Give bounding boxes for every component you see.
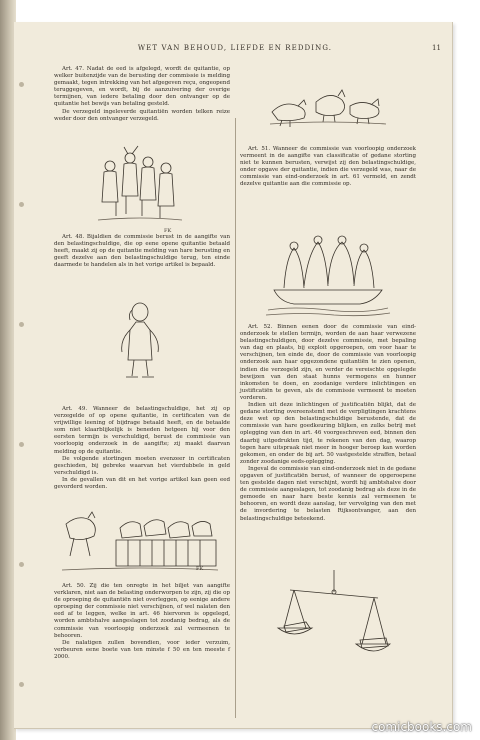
paragraph: De verzegeld ingeleverde quitantiën worden telken reize weder door den ontvanger verzegeld. bbox=[54, 108, 230, 122]
paragraph: De volgende stortingen moeten evenzeer in certificaten geschieden, bij gebreke waarvan het vierdubbele in geld verschuldigd is. bbox=[54, 455, 230, 476]
column-rule bbox=[235, 118, 236, 718]
paragraph: Ingeval de commissie van eind-onderzoek niet in de gedane opgaven of justificatiën berust, of wanneer de opgeroepene ten gestelde dagen niet verschijnt, wordt hij ambtshalve door de commissie aangeslagen, tot zoodanig bedrag als deze in de gemoede en naar hare beste kennis zal vermeenen te behooren, en wordt deze aanslag, ter vervolging van den met de invordering te belasten Rijksontvanger, aan den belastingschuldige beteekend. bbox=[240, 465, 416, 522]
paragraph: Art. 47. Nadat de eed is afgelegd, wordt de quitantie, op welker buitenzijde van de berusting der commissie is melding gemaakt, tegen intrekking van het afgegeven reçu, ongeopend teruggegeven, en wordt, bij de aanzuivering der overige termijnen, van iedere betaling door den ontvanger op de quitantie het bewijs van betaling gesteld. bbox=[54, 66, 230, 108]
paragraph: Art. 49. Wanneer de belastingschuldige, het zij op verzegelde of op opene quitantie, in certificaten van de vrijwillige leening of bijdrage betaald heeft, en de betaalde som niet klaarblijkelijk is beneden hetgeen hij voor den eersten termijn is verschuldigd, berust de commissie van voorloopig onderzoek in de aangifte; zij maakt daarvan melding op de quitantie. bbox=[54, 406, 230, 455]
paragraph: Art. 51. Wanneer de commissie van voorloopig onderzoek vermeent in de aangifte van classificatie of gedane storting niet te kunnen berusten, verwijst zij den belastingschuldige, onder opgave der quitantie, indien die verzegeld was, naar de commissie van eind-onderzoek in art. 61 vermeld, en zendt dezelve quitantie aan die commissie op. bbox=[240, 146, 416, 188]
balance-scales-illustration bbox=[276, 568, 392, 672]
article-50 bbox=[54, 583, 230, 661]
tax-office-crowd-illustration bbox=[96, 144, 184, 228]
article-48 bbox=[54, 234, 230, 269]
paragraph: De nalatigen zullen bovendien, voor ieder verzuim, verbeuren eene boete van ten minste f 50 en ten meeste f 2000. bbox=[54, 639, 230, 660]
standing-man-caricature-illustration bbox=[110, 300, 170, 380]
artist-signature: FK bbox=[164, 228, 172, 234]
paragraph: In de gevallen van dit en het vorige artikel kan geen eed gevorderd worden. bbox=[54, 476, 230, 491]
artist-signature: FK bbox=[196, 566, 204, 572]
paragraph: Art. 50. Zij die ten onregte in het biljet van aangifte verklaren, niet aan de belasting onderworpen te zijn, zij die op de oproeping de quitantiën niet overleggen, op eenige andere oproeping der commissie niet verschijnen, of wel nalaten den eed af te leggen, welke in art. 46 hiervoren is opgelegd, worden ambtshalve aangeslagen tot zoodanig bedrag, als de commissie van voorloopig onderzoek zal vermeenen te behooren. bbox=[54, 583, 230, 639]
article-51 bbox=[240, 146, 416, 189]
paragraph: Art. 48. Bijaldien de commissie berust in de aangifte van den belastingschuldige, die op eene opene quitantie betaald heeft, maakt zij op de quitantie melding van hare berusting en geeft dezelve aan den belastingschuldige terug, ten einde daarmede te handelen als in het vorige artikel is bepaald. bbox=[54, 234, 230, 269]
running-header: WET VAN BEHOUD, LIEFDE EN REDDING. bbox=[137, 44, 333, 52]
article-47 bbox=[54, 66, 230, 123]
commission-in-boat-illustration bbox=[264, 218, 392, 318]
article-52 bbox=[240, 324, 416, 523]
watermark: comicbooks.com bbox=[371, 720, 472, 734]
paragraph: Indien uit deze inlichtingen of justificatiën blijkt, dat de gedane storting overeenstemt met de verpligtingen krachtens deze wet op den belastingschuldige berustende, dat de commissie van hare goedkeuring blijken, en zulks betrij met oplegging van den in art. 46 voorgeschreven eed, binnen den daarbij uitgedrukten tijd, te rekenen van den dag, waarop tegen hare uitspraak niet meer in hooger beroep kan worden gekomen, en onder de bij art. 50 vastgestelde straffen, betaal zonder zoodanige eeds-oplegging. bbox=[240, 402, 416, 465]
article-49 bbox=[54, 406, 230, 491]
right-column bbox=[240, 146, 416, 566]
paragraph: Art. 52. Binnen eenen door de commissie van eind-onderzoek te stellen termijn, worden de aan haar verwezene belastingschuldigen, door dezelve commissie, met bepaling van dag en plaats, bij exploit opgeroepen, om voor haar te verschijnen, ten einde de, door de commissie van voorloopig onderzoek aan haar opgezondene quitantiën te zien openen, indien die verzegeld zijn, en verder de vereischte opgelegde bewijzen van den staat hunns vermogens en hunner inkomsten te doen, en zoodanige verdere inlichtingen en justificatiën te geven, als de commissie vermeent te moeten vorderen. bbox=[240, 324, 416, 401]
dogs-fighting-cat-illustration bbox=[268, 82, 388, 128]
page-number: 11 bbox=[432, 44, 441, 52]
